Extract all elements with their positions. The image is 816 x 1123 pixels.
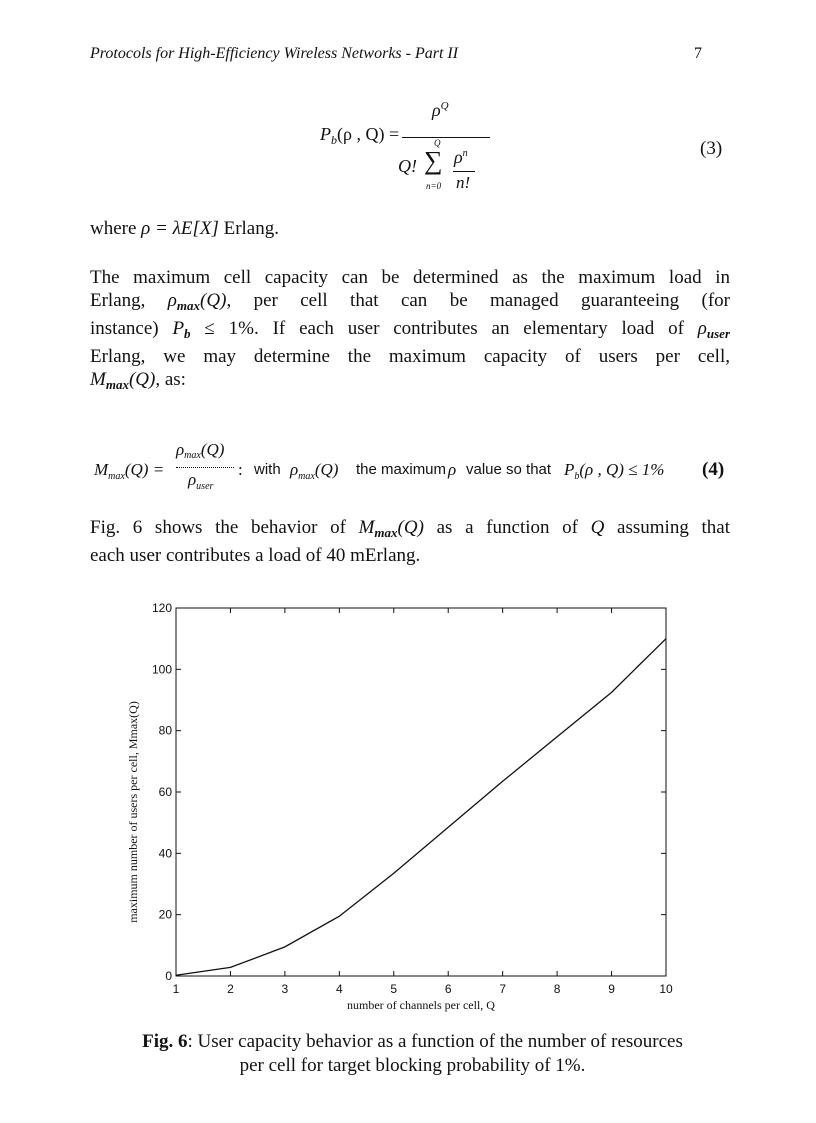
eq4-lhs: $M_{max}(Q)$ = (94, 460, 165, 482)
x-tick-label: 6 (444, 982, 452, 996)
y-tick-label: 20 (158, 907, 172, 922)
x-tick-label: 10 (659, 982, 673, 996)
eq4-with-text: with (254, 461, 281, 478)
eq3-sum-top: Q (434, 138, 441, 148)
x-tick-label: 3 (281, 982, 289, 996)
eq4-denominator: $\rho_{user}$ (188, 470, 214, 492)
y-axis-label: maximum number of users per cell, Mmax(Q) (126, 701, 140, 923)
equation-3-number: (3) (700, 138, 723, 159)
eq4-numerator: ρmax(Q) (176, 440, 225, 461)
x-tick-label: 9 (608, 982, 615, 996)
eq3-sum-bottom: n=0 (426, 181, 442, 191)
y-tick-label: 100 (151, 662, 172, 677)
x-tick-label: 7 (499, 982, 507, 996)
eq3-inner-num: $\rho^n$ (454, 147, 468, 167)
y-tick-label: 40 (158, 846, 172, 861)
para2-line2: Erlang, $\rho_{max}(Q)$, per cell that can be managed guaranteeing (for (90, 290, 730, 313)
eq3-numerator: $\rho^Q$ (432, 100, 449, 120)
figure-caption (90, 1030, 735, 1078)
eq4-pb: $P_b(\rho$ , Q) ≤ 1% (564, 460, 665, 482)
equation-4-number: (4) (702, 459, 725, 480)
para3-line2: each user contributes a load of 40 mErlang. (90, 545, 421, 566)
x-tick-label: 2 (227, 982, 234, 996)
para2-line4: Erlang, we may determine the maximum capacity of users per cell, (90, 346, 730, 367)
plot-frame (176, 608, 666, 976)
page-number: 7 (694, 45, 702, 62)
x-tick-label: 8 (553, 982, 561, 996)
x-tick-label: 1 (172, 982, 180, 996)
para2-line3: instance) $P_b \le 1\%$. If each user contributes an elementary load of $\rho_{user}$ (90, 318, 731, 341)
caption-line1: Fig. 6: User capacity behavior as a function of the number of resources (142, 1031, 683, 1052)
running-header-title: Protocols for High-Efficiency Wireless Networks - Part II (90, 45, 459, 62)
eq4-value-text: value so that (466, 461, 552, 478)
para2-line5: $M_{max}(Q)$, as: (90, 369, 186, 392)
x-axis-label: number of channels per cell, Q (347, 998, 495, 1012)
caption-line2: per cell for target blocking probability of 1%. (239, 1055, 586, 1076)
x-tick-label: 4 (335, 982, 343, 996)
paragraph-where: where ρ = λE[X] Erlang. (90, 218, 279, 239)
eq3-sum-sign: ∑ (424, 146, 443, 175)
eq4-rho: ρ (448, 460, 457, 479)
eq4-rho-max: $\rho_{max}(Q)$ (290, 460, 339, 482)
y-tick-label: 80 (158, 723, 172, 738)
x-tick-label: 5 (390, 982, 398, 996)
y-tick-label: 60 (158, 785, 172, 799)
y-tick-label: 0 (165, 969, 172, 983)
y-tick-label: 120 (151, 601, 172, 615)
eq3-den-q: Q! (398, 156, 417, 176)
eq3-lhs: $P_b(\rho$ , Q) = (320, 124, 400, 147)
eq3-inner-den: n! (456, 173, 471, 192)
para2-line1: The maximum cell capacity can be determined as the maximum load in (90, 267, 730, 288)
series-line-mmax (176, 639, 666, 976)
para3-line1: Fig. 6 shows the behavior of $M_{max}(Q)$ as a function of Q assuming that (90, 517, 730, 540)
eq4-mid-text: the maximum (356, 461, 447, 478)
eq4-colon: : (238, 460, 243, 479)
